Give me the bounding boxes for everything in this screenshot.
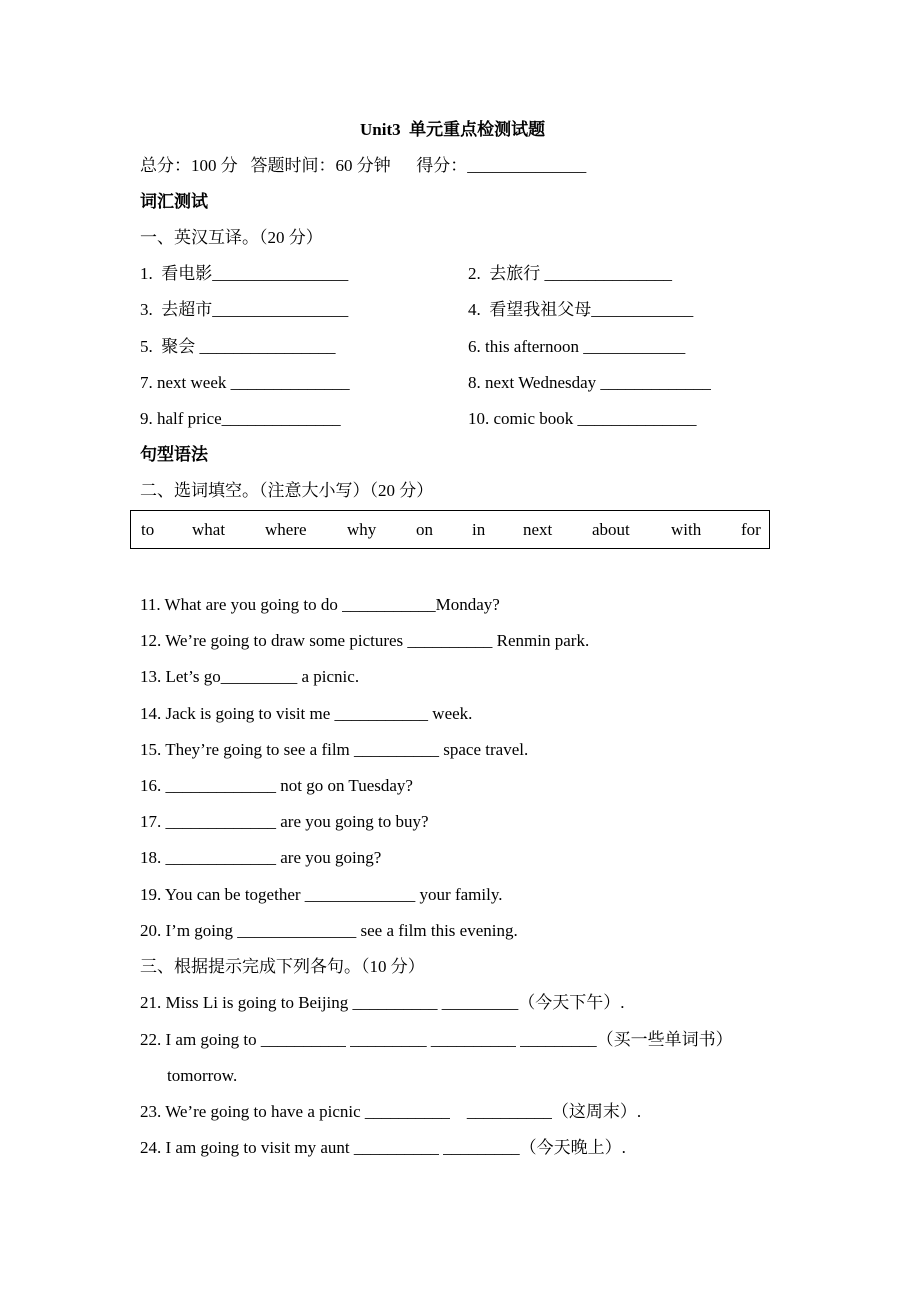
vocab-item: 8. next Wednesday _____________: [468, 372, 711, 392]
complete-item: 24. I am going to visit my aunt __________ _________（今天晚上）.: [140, 1138, 626, 1157]
word-bank-word: why: [347, 519, 377, 539]
complete-item: tomorrow.: [167, 1066, 238, 1085]
complete-item: 21. Miss Li is going to Beijing __________ _________（今天下午）.: [140, 993, 625, 1012]
part1-heading: 一、英汉互译。（20 分）: [140, 228, 323, 247]
fill-item: 19. You can be together _____________ your family.: [140, 884, 503, 904]
part3-heading: 三、根据提示完成下列各句。（10 分）: [140, 957, 425, 976]
fill-item: 16. _____________ not go on Tuesday?: [140, 776, 413, 795]
part2-heading: 二、选词填空。（注意大小写）（20 分）: [140, 481, 434, 500]
fill-item: 13. Let’s go_________ a picnic.: [140, 667, 360, 687]
vocab-item: 7. next week ______________: [140, 372, 350, 392]
page-title: Unit3 单元重点检测试题: [360, 120, 546, 139]
vocab-item: 2. 去旅行 _______________: [468, 264, 672, 283]
word-bank-word: on: [416, 519, 433, 539]
fill-item: 12. We’re going to draw some pictures __________ Renmin park.: [140, 631, 590, 651]
complete-item: 22. I am going to __________ _________ __________ _________（买一些单词书）: [140, 1030, 733, 1049]
word-bank-word: in: [472, 519, 486, 539]
vocab-heading: 词汇测试: [140, 192, 208, 211]
fill-item: 20. I’m going ______________ see a film this evening.: [140, 920, 518, 940]
fill-item: 11. What are you going to do ___________Monday?: [140, 595, 500, 614]
word-bank-box: [130, 510, 770, 549]
word-bank-word: with: [671, 519, 702, 539]
word-bank-word: about: [592, 519, 630, 539]
fill-item: 14. Jack is going to visit me ___________ week.: [140, 703, 473, 723]
score-line: 总分：100 分 答题时间：60 分钟 得分：______________: [140, 156, 587, 175]
vocab-item: 10. comic book ______________: [468, 409, 697, 429]
word-bank-word: next: [523, 519, 553, 539]
vocab-item: 9. half price______________: [140, 409, 341, 429]
word-bank-word: to: [141, 519, 155, 539]
word-bank-word: for: [741, 519, 761, 539]
fill-item: 17. _____________ are you going to buy?: [140, 812, 429, 832]
word-bank-word: what: [192, 519, 226, 539]
vocab-item: 3. 去超市________________: [140, 300, 349, 320]
vocab-item: 4. 看望我祖父母____________: [468, 300, 694, 320]
word-bank-word: where: [265, 519, 307, 539]
fill-item: 18. _____________ are you going?: [140, 848, 382, 868]
vocab-item: 6. this afternoon ____________: [468, 336, 686, 356]
complete-item: 23. We’re going to have a picnic __________ __________（这周末）.: [140, 1102, 642, 1121]
vocab-item: 5. 聚会 ________________: [140, 336, 336, 356]
fill-item: 15. They’re going to see a film __________ space travel.: [140, 739, 529, 759]
vocab-item: 1. 看电影________________: [140, 264, 349, 283]
grammar-heading: 句型语法: [140, 445, 208, 464]
